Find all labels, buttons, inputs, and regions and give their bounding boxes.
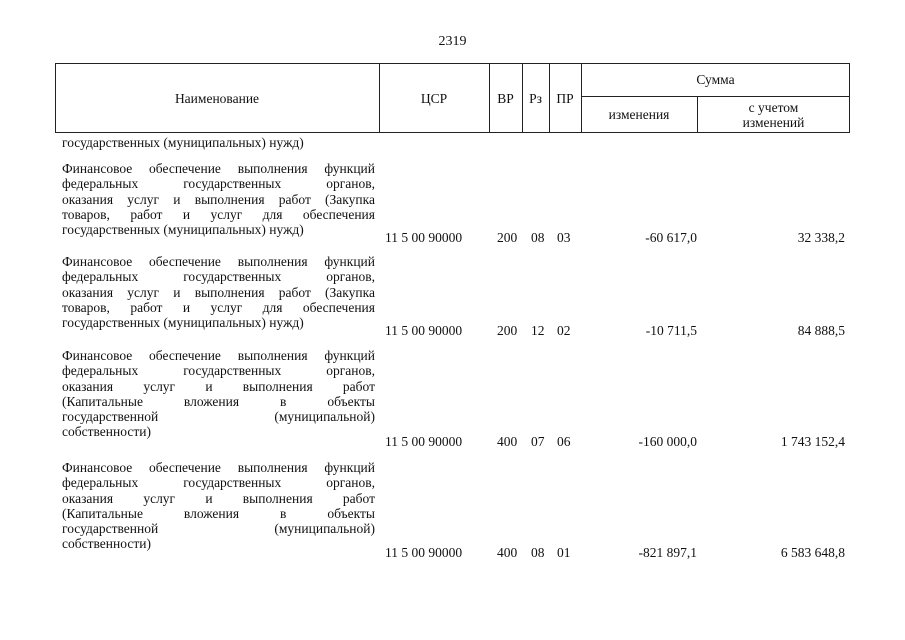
header-name: Наименование [174, 90, 260, 106]
row-name [62, 348, 375, 440]
row-name-line: оказания услуг и выполнения работ (Закупка [62, 191, 375, 207]
row-name-line: (Капитальные вложения в объекты [62, 505, 375, 521]
row-name-line: федеральных государственных органов, [62, 176, 375, 192]
row-vr: 200 [497, 323, 518, 338]
row-vr: 400 [497, 434, 518, 449]
row-name-line: федеральных государственных органов, [62, 475, 375, 491]
header-with-changes-line2: изменений [742, 114, 805, 130]
row-total: 6 583 648,8 [780, 545, 845, 560]
row-name-line: товаров, работ и услуг для обеспечения [62, 206, 375, 222]
row-name [62, 460, 375, 552]
row-total: 32 338,2 [797, 230, 845, 245]
row-csr: 11 5 00 90000 [385, 545, 463, 560]
row-name-line: государственной (муниципальной) [62, 409, 375, 425]
row-total: 1 743 152,4 [780, 434, 845, 449]
header-pr: ПР [556, 90, 574, 106]
row-csr: 11 5 00 90000 [385, 230, 463, 245]
row-name-line: собственности) [62, 424, 151, 440]
header-sum: Сумма [696, 72, 735, 87]
row-name [62, 161, 375, 237]
row-name-line: товаров, работ и услуг для обеспечения [62, 299, 375, 315]
row-vr: 400 [497, 545, 518, 560]
row-name-line: Финансовое обеспечение выполнения функций [62, 348, 375, 363]
row-rz: 07 [531, 434, 545, 449]
row-changes: -821 897,1 [638, 545, 697, 560]
row-rz: 08 [531, 545, 545, 560]
header-with-changes-line1: с учетом [748, 99, 799, 115]
row-vr: 200 [497, 230, 518, 245]
row-name-line: собственности) [62, 536, 151, 552]
row-rz: 12 [531, 323, 545, 338]
row-name-line: Финансовое обеспечение выполнения функций [62, 460, 375, 475]
row-name-line: оказания услуг и выполнения работ (Закупка [62, 284, 375, 300]
row-pr: 06 [557, 434, 571, 449]
header-with-changes [697, 96, 850, 133]
page-number: 2319 [438, 34, 467, 49]
row-changes: -10 711,5 [645, 323, 697, 338]
row-name-line: федеральных государственных органов, [62, 269, 375, 285]
row-csr: 11 5 00 90000 [385, 323, 463, 338]
row-name-line: оказания услуг и выполнения работ [62, 490, 375, 506]
row-total: 84 888,5 [797, 323, 845, 338]
row-changes: -60 617,0 [645, 230, 697, 245]
row-changes: -160 000,0 [638, 434, 697, 449]
row-name [62, 254, 375, 330]
header-changes: изменения [608, 107, 670, 122]
header-csr: ЦСР [420, 90, 448, 106]
row-name-line: федеральных государственных органов, [62, 363, 375, 379]
header-vr: ВР [497, 90, 514, 106]
row-name-line: (Капитальные вложения в объекты [62, 393, 375, 409]
continued-text: государственных (муниципальных) нужд) [62, 135, 304, 150]
header-rz: Рз [529, 90, 542, 106]
row-pr: 02 [557, 323, 571, 338]
table-header [55, 63, 850, 133]
row-name-line: Финансовое обеспечение выполнения функций [62, 254, 375, 269]
row-rz: 08 [531, 230, 545, 245]
row-name-line: государственных (муниципальных) нужд) [62, 315, 304, 331]
row-name-line: государственной (муниципальной) [62, 521, 375, 537]
row-name-line: Финансовое обеспечение выполнения функций [62, 161, 375, 176]
row-name-line: государственных (муниципальных) нужд) [62, 222, 304, 238]
row-csr: 11 5 00 90000 [385, 434, 463, 449]
row-name-line: оказания услуг и выполнения работ [62, 378, 375, 394]
row-pr: 01 [557, 545, 571, 560]
row-pr: 03 [557, 230, 571, 245]
